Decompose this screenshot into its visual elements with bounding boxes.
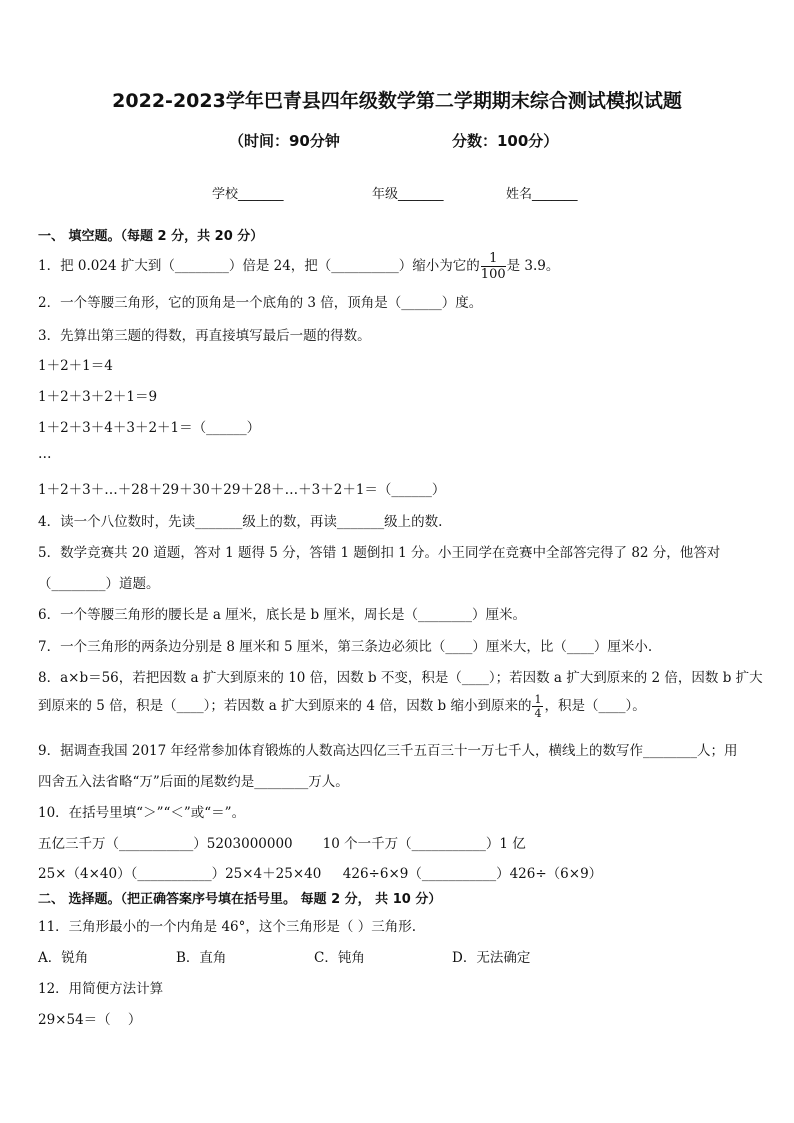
question-5-line-1: 5．数学竞赛共 20 道题，答对 1 题得 5 分，答错 1 题倒扣 1 分。小王同学在竞赛中全部答完得了 82 分，他答对: [38, 545, 721, 561]
question-4: 4．读一个八位数时，先读_______级上的数，再读_______级上的数.: [38, 514, 443, 530]
exam-time: （时间：90分钟: [229, 132, 340, 150]
question-9-line-2: 四舍五入法省略“万”后面的尾数约是________万人。: [38, 774, 349, 790]
question-11-prompt: 11．三角形最小的一个内角是 46°，这个三角形是（ ）三角形.: [38, 919, 416, 935]
section-heading-fill-in: 一、 填空题。（每题 2 分，共 20 分）: [38, 229, 264, 244]
question-6: 6．一个等腰三角形的腰长是 a 厘米，底长是 b 厘米，周长是（________）厘米。: [38, 607, 526, 623]
question-8-text-b: ，积是（____）。: [544, 698, 646, 714]
option-b[interactable]: B．直角: [176, 950, 227, 966]
question-3-prompt: 3．先算出第三题的得数，再直接填写最后一题的得数。: [38, 328, 371, 344]
exam-title: 2022-2023学年巴青县四年级数学第二学期期末综合测试模拟试题: [112, 90, 682, 112]
question-12-line-1: 29×54＝（ ）: [38, 1012, 142, 1028]
fraction-1-4: [532, 694, 543, 719]
fraction-numerator: 1: [534, 693, 542, 706]
fraction-1-100: [481, 252, 506, 281]
exam-score: 分数：100分）: [452, 132, 559, 150]
fraction-denominator: 100: [480, 267, 506, 282]
question-12-prompt: 12．用简便方法计算: [38, 981, 164, 997]
question-8-line-2: [38, 694, 646, 719]
question-3-line-3: 1＋2＋3＋4＋3＋2＋1＝（______）: [38, 420, 261, 436]
question-10-line-1: 五亿三千万（___________）5203000000 10 个一千万（___________）1 亿: [38, 836, 526, 852]
question-1: [38, 252, 559, 281]
option-d[interactable]: D．无法确定: [452, 950, 531, 966]
fraction-numerator: 1: [481, 252, 506, 267]
question-10-prompt: 10．在括号里填“＞”“＜”或“＝”。: [38, 805, 246, 821]
question-8-text-a: 到原来的 5 倍，积是（____）；若因数 a 扩大到原来的 4 倍，因数 b 缩小到原来的: [38, 698, 532, 714]
question-3-ellipsis: …: [38, 446, 52, 462]
section-heading-choice: 二、 选择题。（把正确答案序号填在括号里。 每题 2 分， 共 10 分）: [38, 892, 442, 907]
question-9-line-1: 9．据调查我国 2017 年经常参加体育锻炼的人数高达四亿三千五百三十一万七千人，横线上的数写作________人；用: [38, 743, 738, 759]
option-a[interactable]: A．锐角: [38, 950, 89, 966]
question-1-text-b: 是 3.9。: [506, 258, 560, 274]
option-c[interactable]: C．钝角: [314, 950, 365, 966]
question-3-line-1: 1＋2＋1＝4: [38, 358, 113, 374]
question-2: 2．一个等腰三角形，它的顶角是一个底角的 3 倍，顶角是（______）度。: [38, 295, 483, 311]
question-3-line-2: 1＋2＋3＋2＋1＝9: [38, 389, 158, 405]
school-field: 学校_______: [212, 187, 284, 202]
question-8-line-1: 8．a×b＝56，若把因数 a 扩大到原来的 10 倍，因数 b 不变，积是（____）；若因数 a 扩大到原来的 2 倍，因数 b 扩大: [38, 670, 763, 686]
question-7: 7．一个三角形的两条边分别是 8 厘米和 5 厘米，第三条边必须比（____）厘米大，比（____）厘米小.: [38, 639, 653, 655]
question-1-text-a: 1．把 0.024 扩大到（________）倍是 24，把（__________）缩小为它的: [38, 258, 480, 274]
question-3-line-5: 1＋2＋3＋…＋28＋29＋30＋29＋28＋…＋3＋2＋1＝（______）: [38, 482, 446, 498]
name-field: 姓名_______: [506, 187, 578, 202]
grade-field: 年级_______: [372, 187, 444, 202]
fraction-denominator: 4: [534, 707, 542, 720]
question-5-line-2: （________）道题。: [38, 576, 160, 592]
question-10-line-2: 25×（4×40）（___________）25×4＋25×40 426÷6×9（___________）426÷（6×9）: [38, 866, 603, 882]
